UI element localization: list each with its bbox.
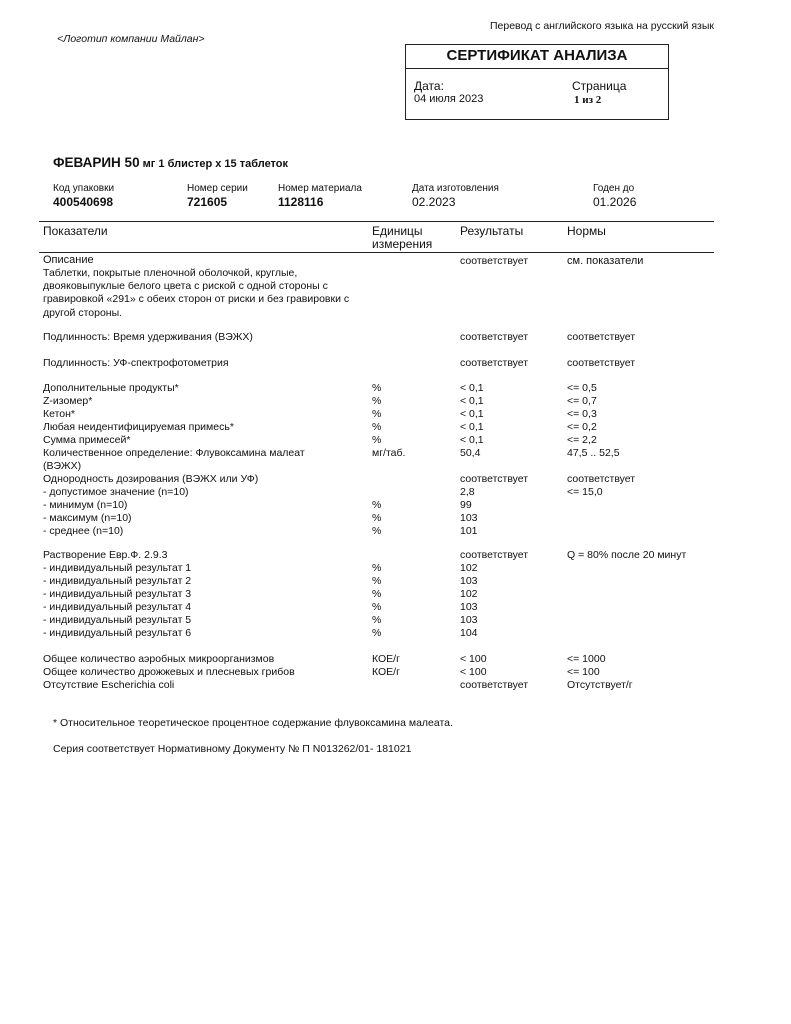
row-21-name: Общее количество аэробных микроорганизмов [43,653,275,665]
row-0-norm: соответствует [567,331,636,343]
row-15-unit: % [372,562,382,574]
row-16-result: 103 [460,575,478,587]
manufacture-date-label: Дата изготовления [412,183,499,194]
row-15-name: - индивидуальный результат 1 [43,562,192,574]
batch-number-label: Номер серии [187,183,248,194]
product-name-detail: мг 1 блистер х 15 таблеток [139,158,289,170]
row-23-result: соответствует [460,679,529,691]
row-20-unit: % [372,627,382,639]
row-19-result: 103 [460,614,478,626]
date-value: 04 июля 2023 [414,93,484,105]
row-8-name: (ВЭЖХ) [43,460,82,472]
row-22-name: Общее количество дрожжевых и плесневых грибов [43,666,295,678]
page-label: Страница [572,79,627,93]
product-name-main: ФЕВАРИН 50 [53,155,140,170]
row-11-unit: % [372,499,382,511]
row-2-name: Дополнительные продукты* [43,382,179,394]
row-11-result: 99 [460,499,472,511]
row-20-result: 104 [460,627,478,639]
row-18-unit: % [372,601,382,613]
row-3-result: < 0,1 [460,395,484,407]
description-title: Описание [43,254,94,266]
logo-placeholder: <Логотип компании Майлан> [57,33,205,45]
certificate-divider [406,68,668,69]
row-5-name: Любая неидентифицируемая примесь* [43,421,234,433]
row-12-name: - максимум (n=10) [43,512,132,524]
row-6-name: Сумма примесей* [43,434,131,446]
column-header-indicator: Показатели [43,224,108,238]
row-2-norm: <= 0,5 [567,382,597,394]
certificate-box [405,44,669,120]
row-6-unit: % [372,434,382,446]
row-9-result: соответствует [460,473,529,485]
row-1-name: Подлинность: УФ-спектрофотометрия [43,357,229,369]
row-9-name: Однородность дозирования (ВЭЖХ или УФ) [43,473,259,485]
row-1-norm: соответствует [567,357,636,369]
row-7-name: Количественное определение: Флувоксамина малеат [43,447,305,459]
row-4-result: < 0,1 [460,408,484,420]
column-header-units-line1: Единицы [372,224,423,238]
row-14-name: Растворение Евр.Ф. 2.9.3 [43,549,168,561]
row-2-result: < 0,1 [460,382,484,394]
column-header-results: Результаты [460,224,524,238]
row-14-norm: Q = 80% после 20 минут [567,549,687,561]
row-3-norm: <= 0,7 [567,395,597,407]
translation-note: Перевод с английского языка на русский язык [489,20,714,32]
row-15-result: 102 [460,562,478,574]
row-4-unit: % [372,408,382,420]
row-3-unit: % [372,395,382,407]
column-header-units [372,225,432,251]
row-17-unit: % [372,588,382,600]
row-21-result: < 100 [460,653,487,665]
row-22-result: < 100 [460,666,487,678]
row-21-unit: КОЕ/г [372,653,400,665]
row-13-unit: % [372,525,382,537]
product-title [53,155,288,170]
asterisk-footnote: * Относительное теоретическое процентное содержание флувоксамина малеата. [53,717,453,729]
row-22-unit: КОЕ/г [372,666,400,678]
row-20-name: - индивидуальный результат 6 [43,627,192,639]
row-5-unit: % [372,421,382,433]
expiry-date-value: 01.2026 [593,195,637,209]
row-17-name: - индивидуальный результат 3 [43,588,192,600]
row-9-norm: соответствует [567,473,636,485]
row-14-result: соответствует [460,549,529,561]
row-16-name: - индивидуальный результат 2 [43,575,192,587]
row-4-name: Кетон* [43,408,76,420]
table-top-rule [39,221,714,222]
date-label: Дата: [414,79,444,93]
row-12-result: 103 [460,512,478,524]
column-header-units-line2: измерения [372,237,433,251]
description-result: соответствует [460,255,529,267]
package-code-value: 400540698 [53,195,114,209]
description-text: Таблетки, покрытые пленочной оболочкой, круглые, двояковыпуклые белого цвета с риской с одной стороны с гравировкой «291» с обеих сторон от риски и без гравировки с другой стороны. [43,267,350,319]
row-17-result: 102 [460,588,478,600]
row-13-result: 101 [460,525,478,537]
conformity-statement: Серия соответствует Нормативному Документу № П N013262/01- 181021 [53,743,412,755]
row-21-norm: <= 1000 [567,653,606,665]
row-19-name: - индивидуальный результат 5 [43,614,192,626]
batch-number-value: 721605 [187,195,228,209]
row-16-unit: % [372,575,382,587]
description-norm: см. показатели [567,255,644,267]
row-5-result: < 0,1 [460,421,484,433]
row-10-name: - допустимое значение (n=10) [43,486,189,498]
row-7-norm: 47,5 .. 52,5 [567,447,620,459]
row-11-name: - минимум (n=10) [43,499,128,511]
row-22-norm: <= 100 [567,666,600,678]
row-13-name: - среднее (n=10) [43,525,124,537]
row-1-result: соответствует [460,357,529,369]
row-12-unit: % [372,512,382,524]
expiry-date-label: Годен до [593,183,635,194]
row-5-norm: <= 0,2 [567,421,597,433]
row-2-unit: % [372,382,382,394]
row-0-name: Подлинность: Время удерживания (ВЭЖХ) [43,331,253,343]
row-10-norm: <= 15,0 [567,486,603,498]
table-header-rule [39,252,714,253]
page-value: 1 из 2 [574,94,602,106]
row-3-name: Z-изомер* [43,395,93,407]
row-4-norm: <= 0,3 [567,408,597,420]
row-7-unit: мг/таб. [372,447,406,459]
material-number-value: 1128116 [278,195,324,209]
row-18-name: - индивидуальный результат 4 [43,601,192,613]
row-18-result: 103 [460,601,478,613]
manufacture-date-value: 02.2023 [412,195,456,209]
column-header-norms: Нормы [567,224,606,238]
row-6-result: < 0,1 [460,434,484,446]
row-23-norm: Отсутствует/г [567,679,633,691]
row-7-result: 50,4 [460,447,481,459]
row-23-name: Отсутствие Escherichia coli [43,679,175,691]
package-code-label: Код упаковки [53,183,115,194]
row-19-unit: % [372,614,382,626]
row-10-result: 2,8 [460,486,475,498]
certificate-title: СЕРТИФИКАТ АНАЛИЗА [446,47,628,64]
material-number-label: Номер материала [278,183,362,194]
row-0-result: соответствует [460,331,529,343]
row-6-norm: <= 2,2 [567,434,597,446]
